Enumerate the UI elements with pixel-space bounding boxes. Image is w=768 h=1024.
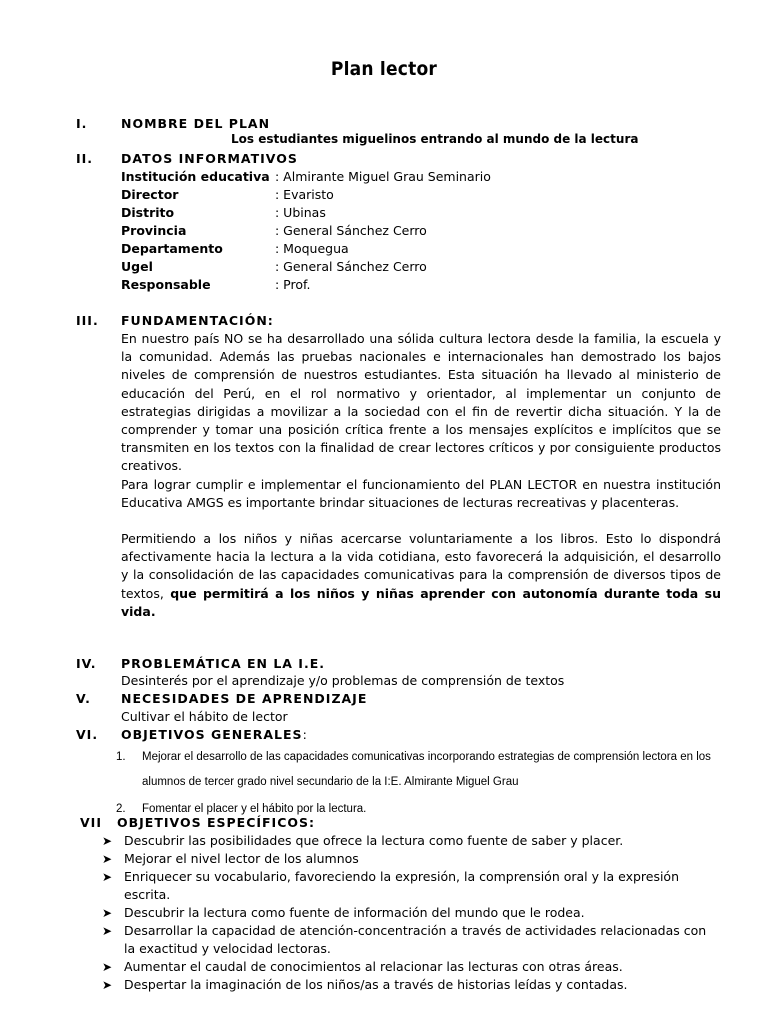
section-heading-datos: DATOS INFORMATIVOS: [121, 151, 298, 166]
arrow-bullet-icon: ➤: [102, 870, 113, 884]
heading-colon: :: [302, 727, 308, 742]
list-item: [100, 868, 720, 904]
section-number-2: II.: [76, 151, 94, 166]
arrow-bullet-icon: ➤: [102, 906, 113, 920]
section-number-5: V.: [76, 691, 91, 706]
item-text: Mejorar el nivel lector de los alumnos: [124, 851, 359, 866]
item-number: 1.: [116, 751, 126, 763]
objetivos-especificos-list: [100, 832, 720, 994]
paragraph-bold-text: que permitirá a los niños y niñas aprender con autonomía durante toda su vida.: [121, 585, 721, 619]
item-text: Fomentar el placer y el hábito por la lectura.: [142, 803, 367, 815]
item-text: Aumentar el caudal de conocimientos al relacionar las lecturas con otras áreas.: [124, 959, 623, 974]
info-label: Director: [121, 187, 179, 202]
section-number-4: IV.: [76, 656, 97, 671]
objetivos-generales-list: [116, 745, 736, 822]
section-heading-necesidades: NECESIDADES DE APRENDIZAJE: [121, 691, 368, 706]
info-value: : Moquegua: [275, 241, 349, 256]
list-item: [100, 904, 720, 922]
arrow-bullet-icon: ➤: [102, 924, 113, 938]
info-label: Distrito: [121, 205, 175, 220]
info-label: Departamento: [121, 241, 223, 256]
info-label: Responsable: [121, 277, 211, 292]
info-label: Provincia: [121, 223, 187, 238]
item-text: Enriquecer su vocabulario, favoreciendo la expresión, la comprensión oral y la expresión escrita.: [124, 869, 680, 902]
section-number-1: I.: [76, 116, 88, 131]
list-item: [100, 832, 720, 850]
item-text: Mejorar el desarrollo de las capacidades comunicativas incorporando estrategias de comprensión lectora en los alumnos de tercer grado nivel secundario de la I:E. Almirante Miguel Grau: [142, 751, 711, 788]
list-item: [100, 958, 720, 976]
arrow-bullet-icon: ➤: [102, 960, 113, 974]
paragraph-text: Permitiendo a los niños y niñas acercarse voluntariamente a los libros. Esto lo dispondrá afectivamente hacia la lectura a la vida cotidiana, esto favorecerá la adquisición, el desarrollo y la consolidación de las capacidades comunicativas para la comprensión de diversos tipos de textos,: [121, 531, 721, 601]
arrow-bullet-icon: ➤: [102, 978, 113, 992]
info-value: : Prof.: [275, 277, 311, 292]
info-value: : General Sánchez Cerro: [275, 259, 427, 274]
section-number-6: VI.: [76, 727, 99, 742]
list-item: [100, 922, 720, 958]
list-item: [100, 850, 720, 868]
section-heading-problematica: PROBLEMÁTICA EN LA I.E.: [121, 656, 325, 671]
info-value: : General Sánchez Cerro: [275, 223, 427, 238]
section-heading-objetivos-especificos: OBJETIVOS ESPECÍFICOS:: [117, 815, 316, 830]
section-number-7: VII: [80, 815, 102, 830]
arrow-bullet-icon: ➤: [102, 834, 113, 848]
page-title: Plan lector: [330, 58, 438, 80]
item-text: Descubrir la lectura como fuente de información del mundo que le rodea.: [124, 905, 585, 920]
list-item: [100, 976, 720, 994]
arrow-bullet-icon: ➤: [102, 852, 113, 866]
plan-name: Los estudiantes miguelinos entrando al mundo de la lectura: [231, 132, 639, 146]
list-item: [116, 745, 736, 795]
info-label: Ugel: [121, 259, 153, 274]
heading-text: OBJETIVOS GENERALES: [121, 727, 303, 742]
item-text: Desarrollar la capacidad de atención-concentración a través de actividades relacionadas con la exactitud y velocidad lectoras.: [124, 923, 707, 956]
paragraph-fundamentacion-2: Para lograr cumplir e implementar el funcionamiento del PLAN LECTOR en nuestra institución Educativa AMGS es importante brindar situaciones de lecturas recreativas y placenteras.: [121, 477, 721, 511]
paragraph-fundamentacion-3: [121, 530, 721, 621]
info-value: : Almirante Miguel Grau Seminario: [275, 169, 491, 184]
info-value: : Ubinas: [275, 205, 326, 220]
item-text: Despertar la imaginación de los niños/as a través de historias leídas y contadas.: [124, 977, 628, 992]
section-heading-objetivos-generales: [121, 727, 308, 742]
section-heading-fundamentacion: FUNDAMENTACIÓN:: [121, 313, 274, 328]
necesidades-text: Cultivar el hábito de lector: [121, 709, 288, 724]
item-number: 2.: [116, 803, 126, 815]
info-value: : Evaristo: [275, 187, 334, 202]
problematica-text: Desinterés por el aprendizaje y/o problemas de comprensión de textos: [121, 673, 565, 688]
section-heading-nombre: NOMBRE DEL PLAN: [121, 116, 271, 131]
paragraph-fundamentacion-1: En nuestro país NO se ha desarrollado una sólida cultura lectora desde la familia, la escuela y la comunidad. Además las pruebas nacionales e internacionales han demostrado los bajos niveles de comprensión de nuestros estudiantes. Esta situación ha llevado al ministerio de educación del Perú, en el rol normativo y orientador, al implementar un conjunto de estrategias dirigidas a movilizar a la sociedad con el fin de revertir dicha situación. Y la de comprender y tomar una posición crítica frente a los mensajes explícitos e implícitos que se transmiten en los textos con la finalidad de crear lectores críticos y por consiguiente productos creativos.: [121, 331, 721, 474]
section-number-3: III.: [76, 313, 99, 328]
item-text: Descubrir las posibilidades que ofrece la lectura como fuente de saber y placer.: [124, 833, 624, 848]
info-label: Institución educativa: [121, 169, 270, 184]
